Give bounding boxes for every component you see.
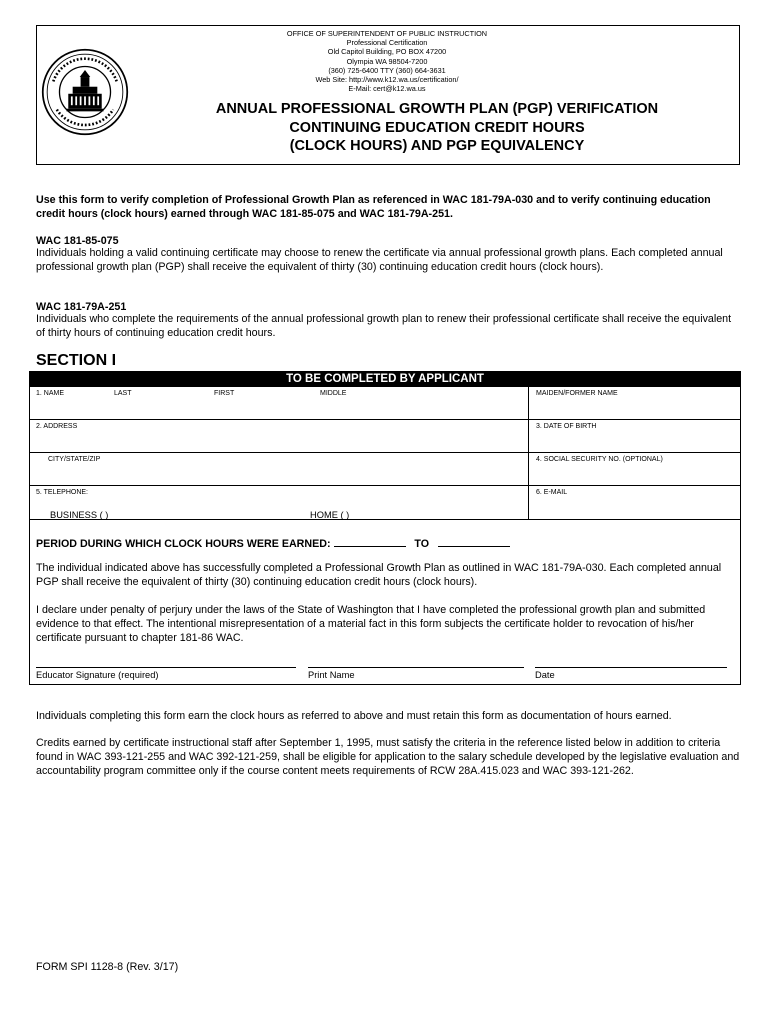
home-phone-field[interactable]: HOME ( ) — [310, 510, 350, 520]
office-address-block — [187, 29, 587, 93]
maiden-name-field[interactable]: MAIDEN/FORMER NAME — [536, 390, 618, 397]
wac2-heading: WAC 181-79A-251 — [36, 301, 127, 313]
educator-signature-input[interactable] — [36, 667, 296, 668]
print-name-input[interactable] — [308, 667, 524, 668]
form-number: FORM SPI 1128-8 (Rev. 3/17) — [36, 961, 179, 973]
pgp-completion-text: The individual indicated above has successfully completed a Professional Growth Plan as outlined in WAC 181-79A-030. Each completed annual PGP shall receive the equivalent of thirty (30) continuing education credit hours (clock hours). — [36, 562, 722, 588]
date-of-birth-field[interactable]: 3. DATE OF BIRTH — [536, 423, 597, 430]
applicant-form — [29, 371, 741, 685]
ssn-field[interactable]: 4. SOCIAL SECURITY NO. (OPTIONAL) — [536, 456, 663, 463]
period-row — [36, 536, 510, 550]
office-line: Professional Certification — [346, 38, 428, 48]
perjury-declaration-text: I declare under penalty of perjury under the laws of the State of Washington that I have completed the professional growth plan and submitted evidence to that effect. The intentional misrepresentation of a material fact in this form subjects the certificate holder to revocation of his/her certificate pursuant to chapter 181-86 WAC. — [36, 604, 706, 644]
period-from-input[interactable] — [334, 536, 406, 547]
last-name-label: LAST — [114, 390, 132, 397]
name-field[interactable]: 1. NAME — [36, 390, 65, 397]
office-line: Old Capitol Building, PO BOX 47200 — [327, 47, 447, 57]
column-divider — [528, 387, 529, 519]
office-line: E-Mail: cert@k12.wa.us — [348, 84, 426, 94]
title-line: ANNUAL PROFESSIONAL GROWTH PLAN (PGP) VERIFICATION — [215, 101, 659, 117]
intro-text: Use this form to verify completion of Professional Growth Plan as referenced in WAC 181-79A-030 and to verify continuing education credit hours (clock hours) earned through WAC 181-85-075 and WAC 181-79A-251. — [36, 194, 711, 220]
date-input[interactable] — [535, 667, 727, 668]
print-name-label: Print Name — [308, 670, 355, 680]
address-field[interactable]: 2. ADDRESS — [36, 423, 78, 430]
date-label: Date — [535, 670, 555, 680]
office-line: OFFICE OF SUPERINTENDENT OF PUBLIC INSTRUCTION — [286, 29, 488, 38]
business-phone-field[interactable]: BUSINESS ( ) — [50, 510, 109, 520]
email-field[interactable]: 6. E-MAIL — [536, 489, 568, 496]
telephone-label: 5. TELEPHONE: — [36, 489, 89, 496]
title-line: (CLOCK HOURS) AND PGP EQUIVALENCY — [289, 138, 585, 154]
office-line: (360) 725-6400 TTY (360) 664-3631 — [328, 65, 446, 75]
wac1-heading: WAC 181-85-075 — [36, 235, 119, 247]
title-line: CONTINUING EDUCATION CREDIT HOURS — [289, 119, 585, 136]
credits-criteria-text: Credits earned by certificate instructional staff after September 1, 1995, must satisfy the criteria in the reference listed below in addition to criteria found in WAC 393-121-255 and WAC 392-121-259, shall be eligible for application to the salary schedule developed by the legislative evaluation and accountability program committee only if the course content meets requirements of RCW 28A.415.023 and WAC 393-121-262. — [36, 737, 740, 777]
wac2-text: Individuals who complete the requirements of the annual professional growth plan to renew their professional certificate shall receive the equivalent of thirty hours of continuing education credit hours. — [36, 313, 732, 339]
row-divider — [30, 485, 740, 486]
row-divider — [30, 519, 740, 520]
city-state-zip-field[interactable]: CITY/STATE/ZIP — [48, 456, 101, 463]
middle-name-label: MIDDLE — [320, 390, 347, 397]
wac1-text: Individuals holding a valid continuing certificate may choose to renew the certificate via annual professional growth plans. Each completed annual professional growth plan (PGP) shall receive the equivalent of thirty (30) continuing education credit hours (clock hours). — [36, 247, 723, 273]
section-title: SECTION I — [36, 352, 117, 369]
row-divider — [30, 419, 740, 420]
period-to-label: TO — [414, 538, 430, 550]
office-line: Web Site: http://www.k12.wa.us/certification/ — [315, 75, 459, 85]
header-box — [36, 25, 740, 165]
retain-form-text: Individuals completing this form earn the clock hours as referred to above and must retain this form as documentation of hours earned. — [36, 710, 672, 722]
period-label: PERIOD DURING WHICH CLOCK HOURS WERE EARNED: — [36, 538, 331, 550]
row-divider — [30, 452, 740, 453]
office-line: Olympia WA 98504-7200 — [346, 56, 428, 66]
form-title — [137, 100, 737, 156]
form-bar: TO BE COMPLETED BY APPLICANT — [30, 372, 740, 387]
educator-signature-label: Educator Signature (required) — [36, 670, 159, 680]
state-seal-icon — [41, 48, 129, 136]
period-to-input[interactable] — [438, 536, 510, 547]
first-name-label: FIRST — [214, 390, 235, 397]
